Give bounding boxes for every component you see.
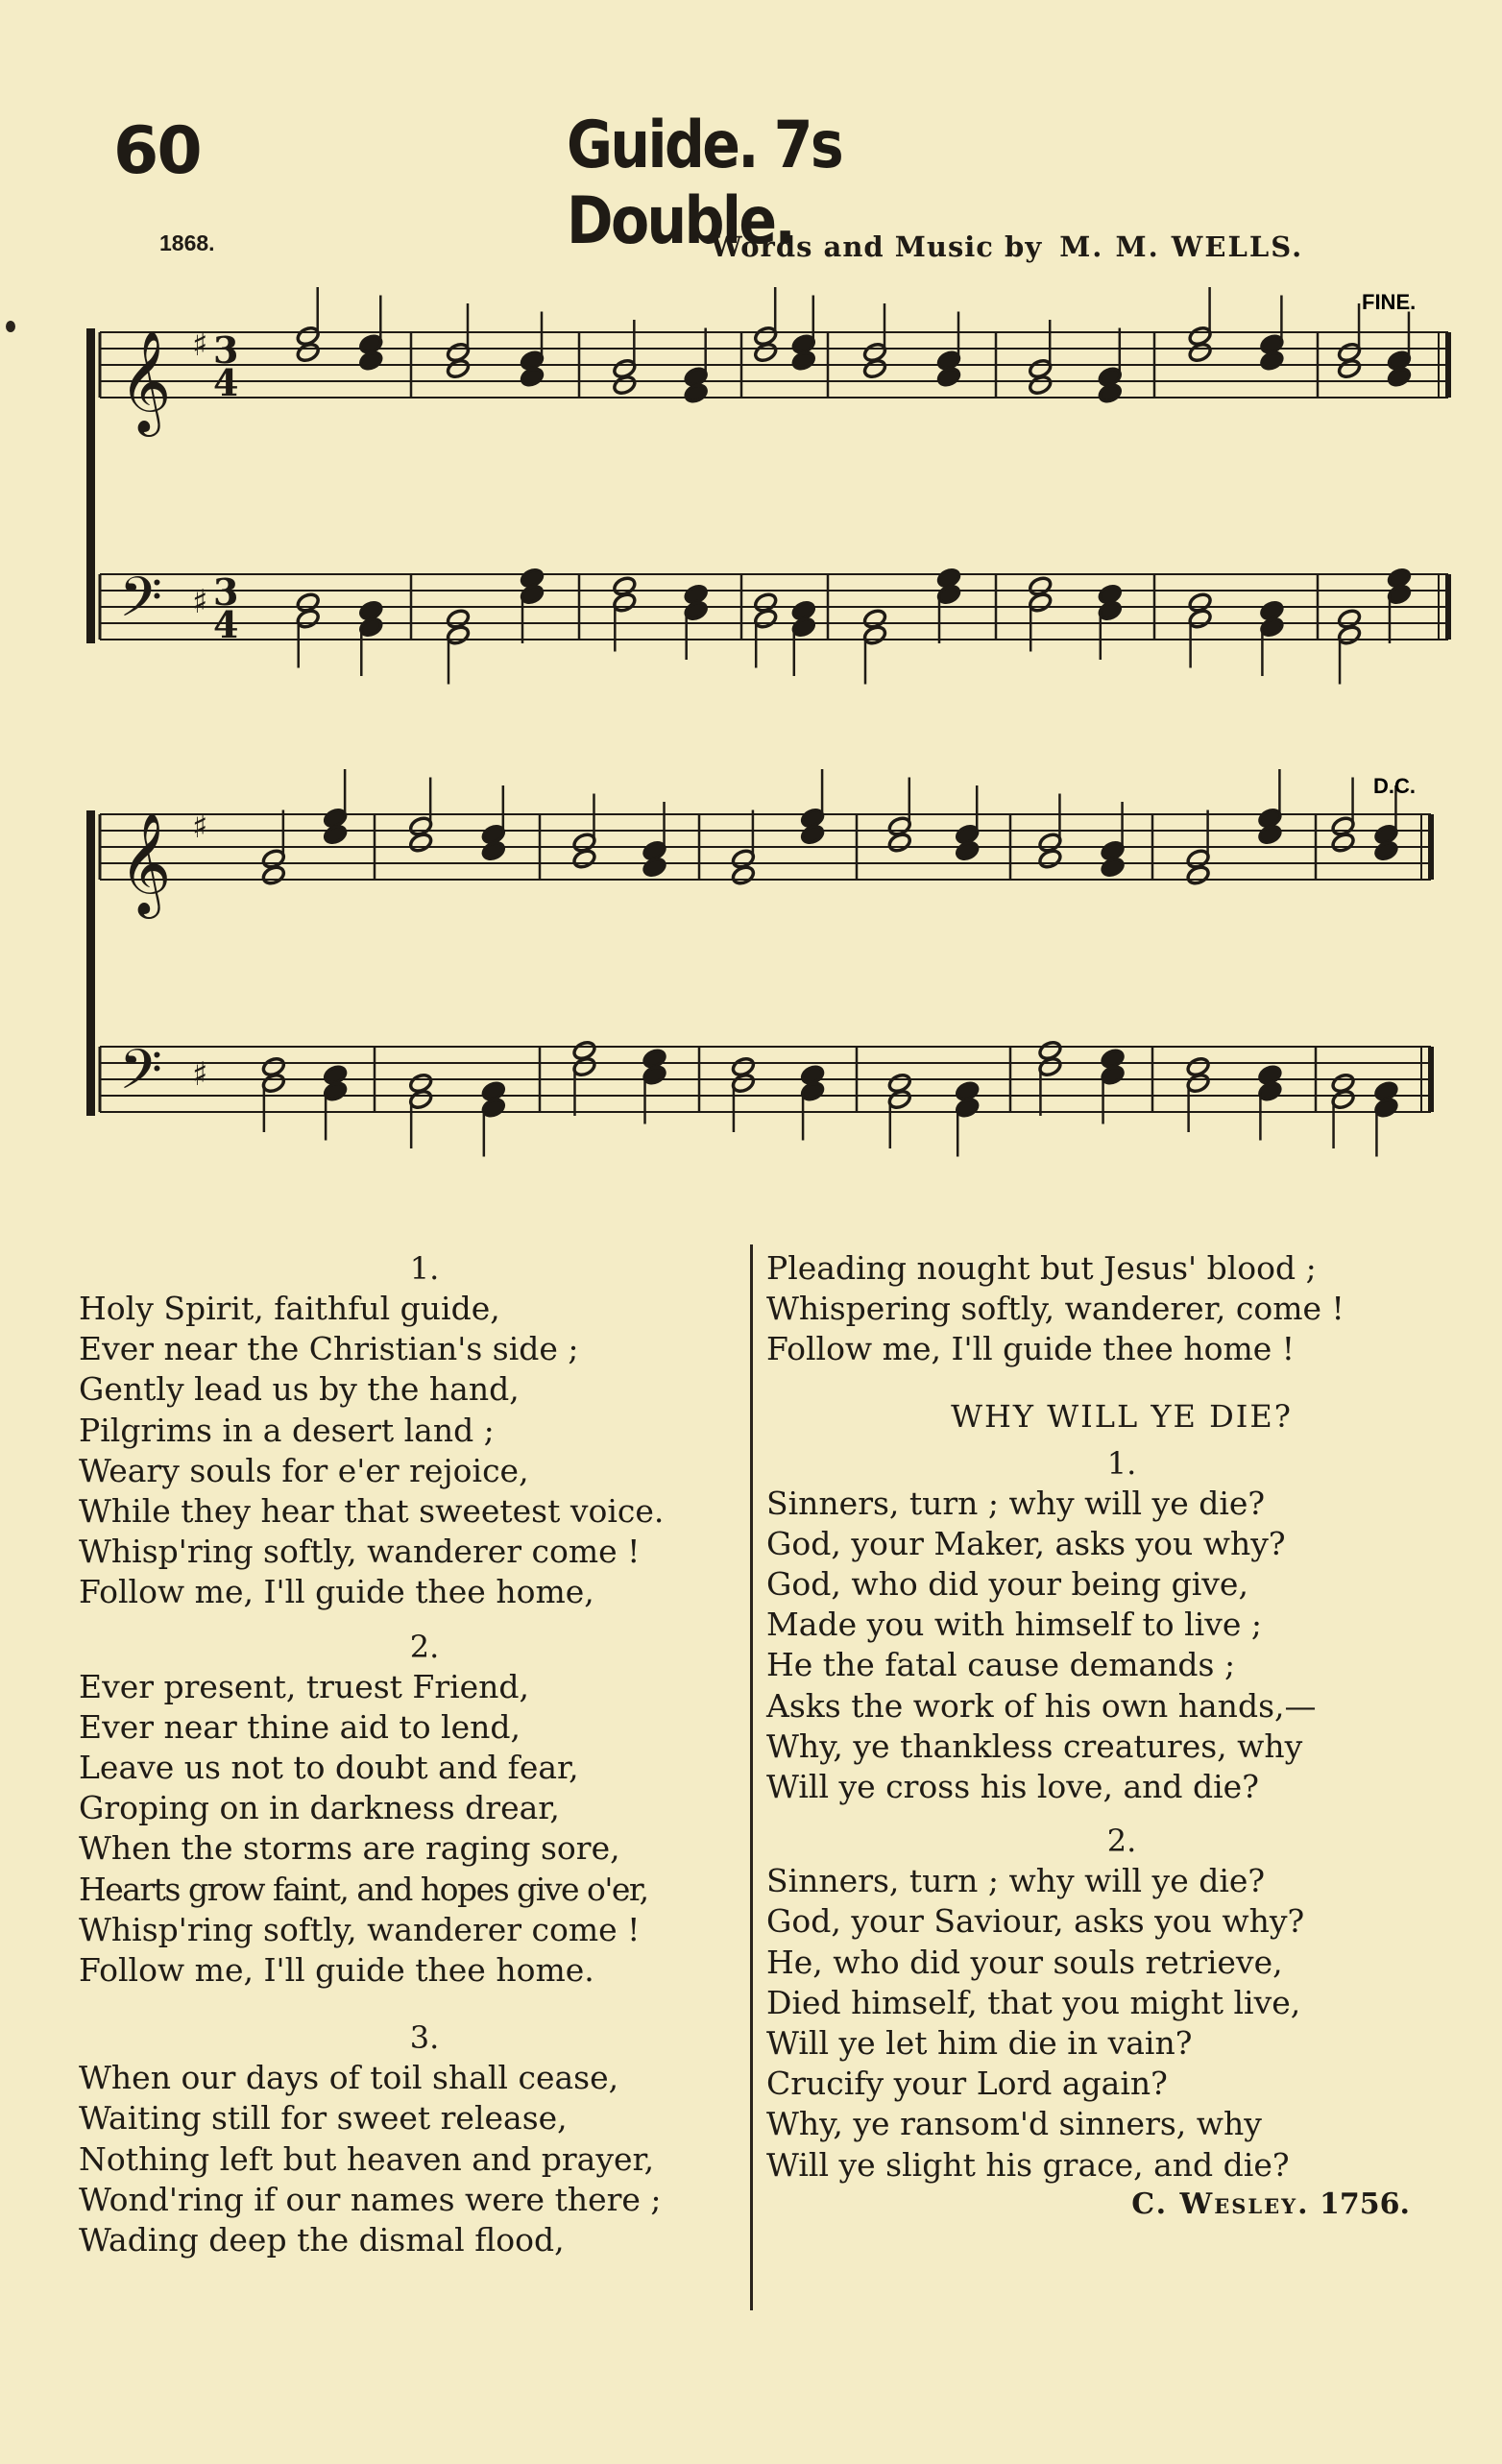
half-note (1337, 358, 1362, 380)
verse-number: 2. (409, 1628, 440, 1665)
bass-clef: 𝄢 (119, 565, 163, 643)
quarter-note (791, 350, 816, 372)
quarter-note (358, 350, 383, 372)
verse-line: Whisp'ring softly, wanderer come ! (79, 1533, 641, 1571)
quarter-note (800, 824, 825, 846)
half-note (612, 374, 637, 397)
half-note (887, 832, 912, 854)
verse-line: Will ye slight his grace, and die? (766, 2145, 1290, 2184)
quarter-note (955, 840, 980, 862)
verse-line: While they hear that sweetest voice. (79, 1492, 665, 1531)
verse-line: God, your Saviour, asks you why? (766, 1902, 1305, 1941)
verse-number: 1. (409, 1250, 440, 1287)
verse-line: Follow me, I'll guide thee home ! (766, 1330, 1296, 1368)
verse-line: Wond'ring if our names were there ; (79, 2180, 662, 2218)
verse-line: God, who did your being give, (766, 1565, 1248, 1604)
verse-line: Asks the work of his own hands,— (766, 1686, 1317, 1725)
system-brackets (86, 328, 95, 1116)
key-signature-sharp: ♯ (192, 1055, 208, 1094)
verse-line: Made you with himself to live ; (766, 1606, 1262, 1644)
quarter-note (323, 824, 348, 846)
verse-line: Whispering softly, wanderer, come ! (766, 1290, 1345, 1328)
author-credit (766, 2186, 1477, 2224)
time-signature-top: 3 (213, 570, 239, 614)
fine-marking: FINE. (1362, 290, 1417, 314)
verse-number: 3. (409, 2019, 440, 2057)
author-year: 1756. (1320, 2186, 1410, 2221)
clefs (119, 326, 238, 1116)
verse-line: Follow me, I'll guide thee home. (79, 1951, 594, 1990)
credit-prefix: Words and Music by (711, 230, 1043, 263)
music-score (0, 0, 1502, 1181)
treble-clef: 𝄞 (119, 811, 172, 914)
half-note (1187, 342, 1212, 364)
half-note (1037, 848, 1062, 870)
half-note (862, 358, 887, 380)
time-signature-bottom: 4 (213, 603, 239, 646)
quarter-note (642, 857, 666, 879)
system-bracket (86, 810, 95, 1116)
verse-line: Ever near thine aid to lend, (79, 1707, 521, 1746)
quarter-note (1098, 382, 1123, 404)
staff-lines (100, 332, 1448, 1112)
half-note (731, 864, 756, 886)
quarter-note (520, 366, 545, 388)
verse-line: Groping on in darkness drear, (79, 1789, 560, 1827)
quarter-note (1100, 857, 1125, 879)
half-note (408, 832, 433, 854)
half-note (1330, 832, 1355, 854)
half-note (753, 342, 778, 364)
composer-name: M. M. WELLS. (1059, 230, 1304, 263)
author-name: C. Wesley. (1131, 2186, 1310, 2221)
verse-line: Pleading nought but Jesus' blood ; (766, 1249, 1317, 1287)
half-note (1028, 374, 1053, 397)
verse-number: 2. (1106, 1823, 1137, 1860)
verse-line: Sinners, turn ; why will ye die? (766, 1862, 1266, 1900)
verse-line: Ever near the Christian's side ; (79, 1330, 579, 1368)
quarter-note (481, 840, 506, 862)
treble-clef: 𝄞 (119, 329, 172, 432)
barlines (100, 332, 1448, 1112)
system-bracket (86, 328, 95, 643)
quarter-note (1259, 350, 1284, 372)
verse-line: Nothing left but heaven and prayer, (79, 2139, 655, 2178)
verse-line: Crucify your Lord again? (766, 2065, 1168, 2103)
verse-line: He, who did your souls retrieve, (766, 1943, 1283, 1981)
quarter-note (684, 382, 709, 404)
dc-marking: D.C. (1373, 774, 1416, 798)
verse-line: Why, ye ransom'd sinners, why (766, 2105, 1262, 2143)
verse-line: Whisp'ring softly, wanderer come ! (79, 1910, 641, 1948)
half-note (571, 848, 596, 870)
verse-line: Sinners, turn ; why will ye die? (766, 1484, 1266, 1522)
verse-line: Hearts grow faint, and hopes give o'er, (79, 1870, 648, 1908)
hymn2-title: WHY WILL YE DIE? (951, 1397, 1293, 1435)
verse-line: Weary souls for e'er rejoice, (79, 1451, 529, 1489)
hymn-title: Guide. 7s Double. (567, 108, 842, 259)
time-signature-top: 3 (213, 328, 239, 372)
verse-line: Leave us not to doubt and fear, (79, 1749, 579, 1787)
verse-line: When our days of toil shall cease, (79, 2059, 619, 2097)
verse-line: Died himself, that you might live, (766, 1983, 1301, 2021)
half-note (261, 864, 286, 886)
verse-line: Why, ye thankless creatures, why (766, 1727, 1303, 1765)
verse-line: Will ye cross his love, and die? (766, 1768, 1259, 1806)
half-note (296, 342, 321, 364)
quarter-note (936, 366, 961, 388)
verse-line: When the storms are raging sore, (79, 1829, 620, 1868)
verse-line: Will ye let him die in vain? (766, 2024, 1193, 2063)
bass-clef: 𝄢 (119, 1037, 163, 1116)
verse-line: Holy Spirit, faithful guide, (79, 1290, 500, 1327)
verse-line: Ever present, truest Friend, (79, 1667, 530, 1705)
verse-line: Wading deep the dismal flood, (79, 2221, 565, 2259)
composition-year: 1868. (159, 230, 215, 255)
key-signature-sharp: ♯ (192, 583, 208, 621)
notes (261, 287, 1412, 1157)
quarter-note (1387, 366, 1412, 388)
verse-line: He the fatal cause demands ; (766, 1646, 1236, 1684)
key-signature-sharp: ♯ (192, 808, 208, 846)
page-number: 60 (113, 113, 201, 189)
verse-line: Waiting still for sweet release, (79, 2099, 568, 2138)
key-signature-sharp: ♯ (192, 326, 208, 364)
time-signature-bottom: 4 (213, 361, 239, 404)
hymn-column-right (766, 1248, 1477, 2224)
verse-number: 1. (1106, 1444, 1137, 1482)
half-note (1185, 864, 1210, 886)
hymn1-column-left (79, 1248, 751, 2260)
verse-line: Pilgrims in a desert land ; (79, 1411, 495, 1449)
verse-line: God, your Maker, asks you why? (766, 1524, 1286, 1562)
half-note (446, 358, 471, 380)
verse-line: Gently lead us by the hand, (79, 1370, 520, 1409)
quarter-note (1373, 840, 1398, 862)
quarter-note (1257, 824, 1282, 846)
verse-line: Follow me, I'll guide thee home, (79, 1573, 594, 1611)
